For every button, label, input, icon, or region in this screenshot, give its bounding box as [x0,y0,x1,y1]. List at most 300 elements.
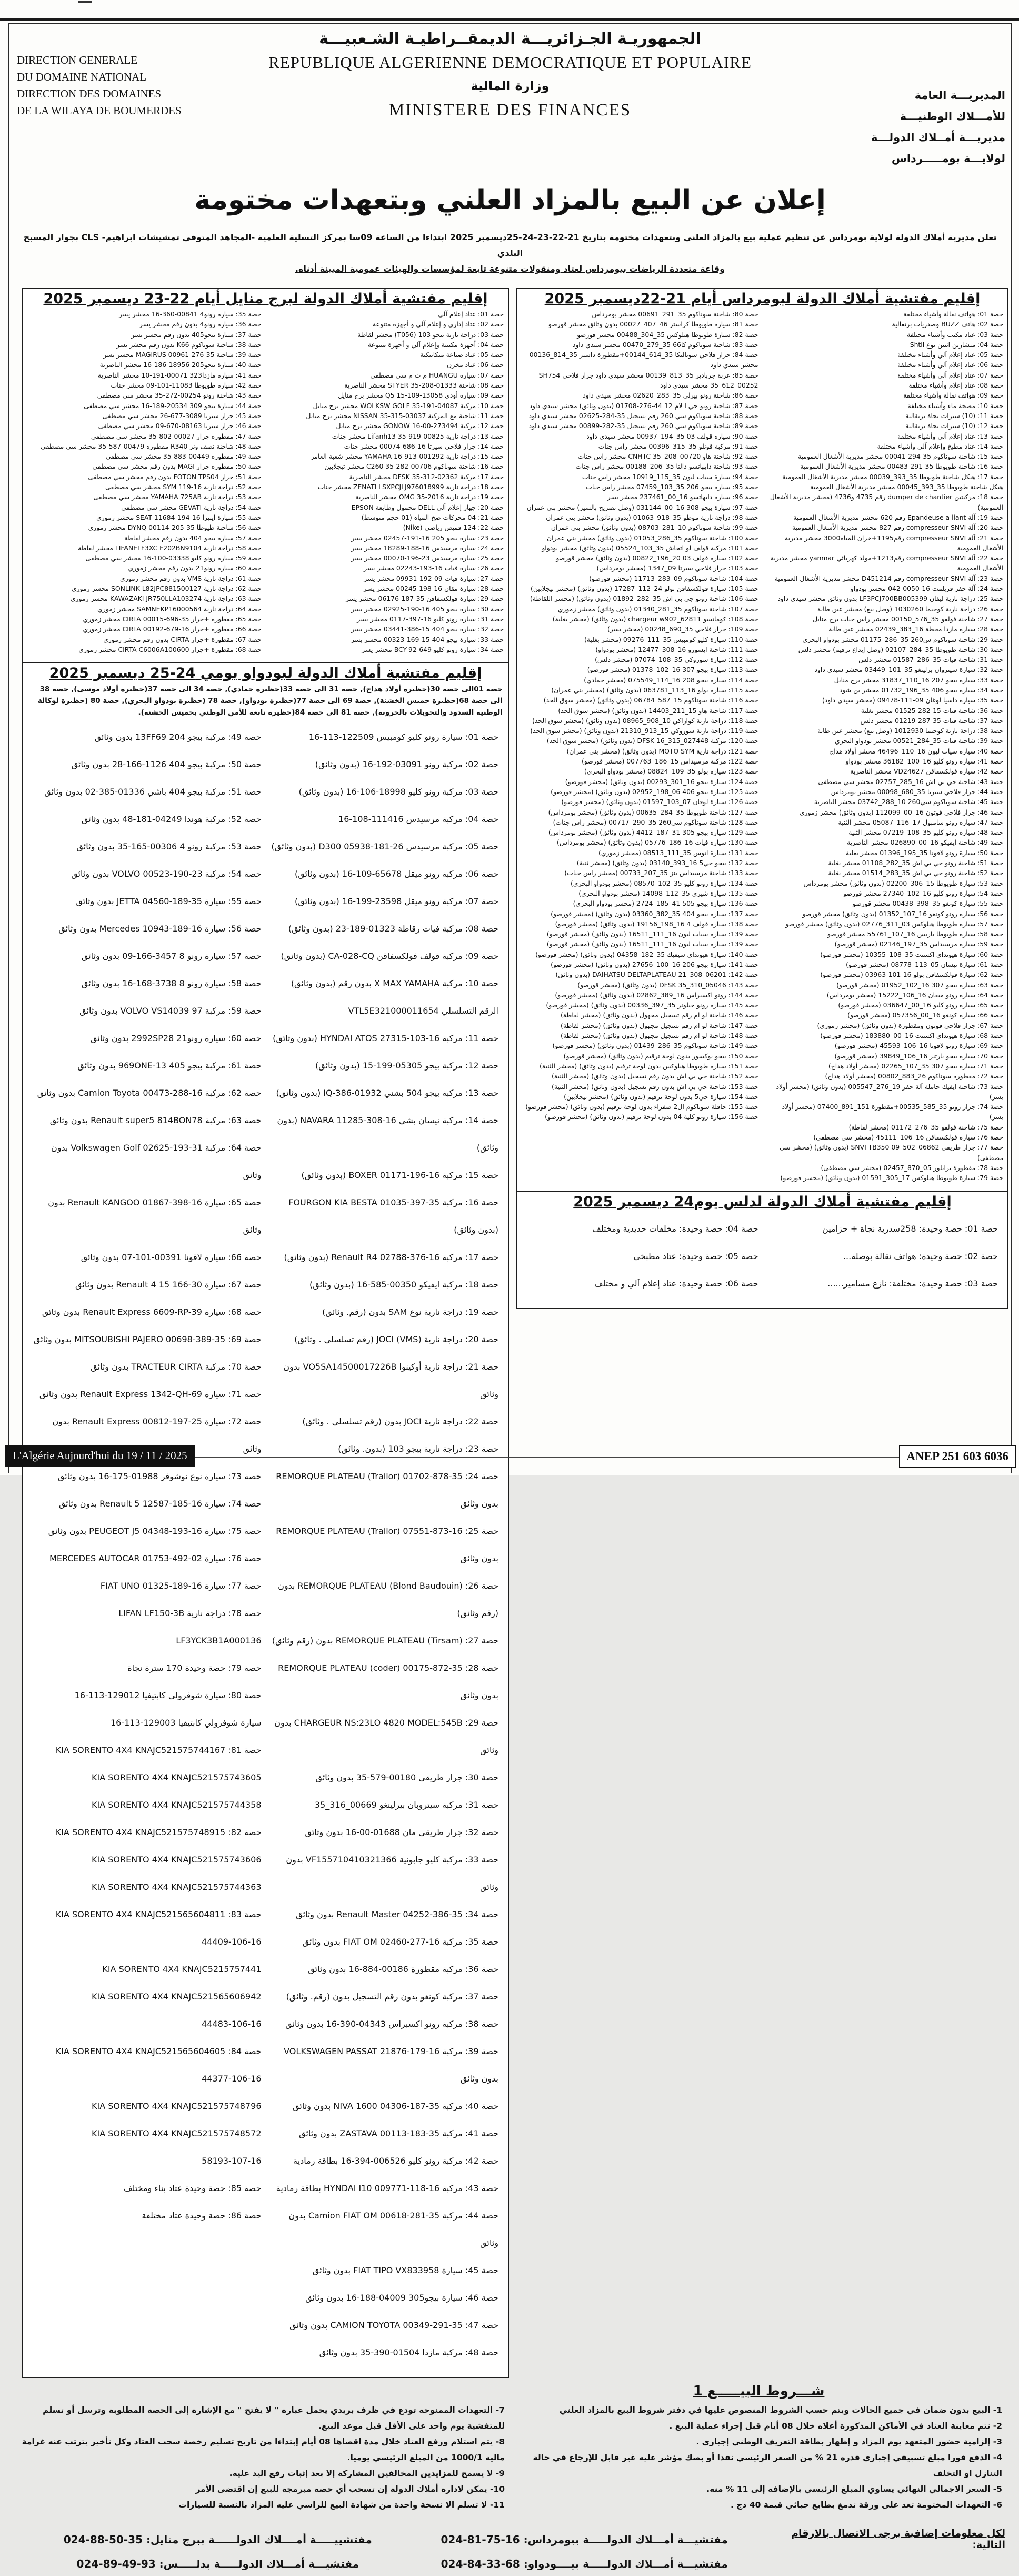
lot-line: حصة 139: سيارة سيات ليون 16_111_16511 (بدون وثائق) (محشر قورصو) [546,930,758,938]
lot-line: حصة 28: سيارة مازدا مخطة 16_383_02439 محشر عين طابة [828,625,1003,633]
lot-line: سيارة شوفرولي كابتيفيا 129003-113-16 [110,1718,262,1728]
lot-line: حصة 53: دراجة نارية YAMAHA 725AB محشر سي مصطفى [93,493,262,501]
lot-line: حصة 96: سيارة دايهاتسو 16_00_237461 محشر يسر [607,493,758,501]
lot-line: حصة 74: سيارة Renault 5 12587-185-16 بدون وثائق [58,1499,262,1509]
lot-line: حصة 29: شاحنة سوناكوم س260 35_286_01175 محشر بودواو البحري [802,635,1003,643]
page-title: إعلان عن البيع بالمزاد العلني وبتعهدات مختومة [194,184,826,216]
lot-line: حصة 38: مركبة رونو اكسبراس 04343-390-16 بدون وثائق [285,2019,498,2029]
lot-line: KIA SORENTO 4X4 KNAJC5215757441 [102,1964,262,1975]
lot-line: حصة 113: سيارة بيجو 307 16_102_01378 (محشر قورصو) [587,666,758,674]
lot-line: حصة 91: مركبة قونلو 35_315_00396 محشر راس جنات [598,442,758,450]
top-rule [0,18,1019,21]
lot-line: حصة 52: شاحنة رونو جي بي اش 35_283_01514 محشر بغلية [828,869,1003,877]
intro-text-2: ابتداءا من الساعة 09سا بمركز التسلية العلمية -المجاهد المتوفي تمشيشات ابراهيم- CLS بجوار المسبح البلدي [23,232,523,258]
lot-line: حصة 56: سيارة رونو كونغو 16_107_01352 (بدون وثائق) محشر قورصو [802,909,1003,918]
lot-line: حصة 63: مركبة Renault super5 814BON78 بدون وثائق [49,1115,262,1126]
lot-line: KIA SORENTO 4X4 KNAJC521575744358 [92,1800,262,1810]
lot-line: حصة 115: سيارة بولو 16_113_063781 (بدون وثائق) (محشر بني عمران) [551,686,758,694]
lot-line: حصة 54: مركبة VOLVO 00523-190-23 بدون وثائق [71,869,262,879]
lot-line: حصة 04: منشارين اثنين نوع Shtil [910,340,1003,349]
lot-line: حصة 86: شاحنة رونو بيرلي 35_283_02620 محشر سيدي داود [583,391,758,400]
lot-line: حصة 155: حافلة سوناكوم ال2 صفراء بدون لوحة ترقيم (بدون وثائق) (محشر قورصو) [525,1103,758,1111]
lot-line: حصة 86: حصة وحيدة عتاد مختلفة [142,2211,262,2221]
lot-line: حصة 02: عتاد إداري و إعلام آلي و أجهزة متنوعة [372,320,504,329]
lot-line: حصة 93: شاحنة دايهاتسو دالتا 35_206_00188 محشر راس جنات [575,462,758,471]
lot-line: حصة 25: سيارة مرسيدس 23-196-00070 محشر يسر [351,554,504,562]
lot-line: حصة 85: حصة وحيدة عتاد بناء ومختلف [123,2183,262,2194]
lot-line: 58193-107-16 [202,2156,262,2166]
newspaper-credit-badge: L'Algérie Aujourd'hui du 19 / 11 / 2025 [5,1445,195,1467]
lot-line: حصة 13: دراجة نارية Lifanh13 35-919-00825 محشر جنات [332,432,504,440]
lot-line: حصة 52: دراجة نارية SYM 119-16 محشر سي مصطفى [105,483,262,491]
conditions-title: شـــروط البيـــــع 1 [693,2383,825,2400]
lot-line: حصة 08: مركبة فيات رقاطة 01323-189-23 (بدون وثائق) [288,924,498,934]
lot-line: حصة 100: شاحنة سوناكوم 35_286_01053 (بدون وثائق) محشر بني عمران [547,533,758,542]
lot-line: حصة 120: مركبة DFSK 16_315_027448 (بدون وثائق) (محشر سوق الحد) [546,737,758,745]
lots-column-boumerdes-b [517,308,763,1186]
lot-line: حصة 08: شاحنة STYER 35-208-01333 محشر الناصرية [344,381,504,390]
lot-line: حصة 06: عتاد مخزن [447,361,504,369]
contact-line [35,2528,401,2552]
direction-block-fr [17,52,182,119]
lot-line: حصة 70: مركبة TRACTEUR CIRTA بدون وثائق [91,1362,262,1372]
lot-line: حصة 34: سيارة بيجو 406 35_196_01732 محشر بن شود [839,686,1003,694]
lot-line: حصة 118: دراجة نارية كوازاكي 10_908_08965 (بدون وثائق) (محشر سوق الحد) [532,716,758,725]
lot-line: حصة 07: سيارة HUANGU م ث م سي مصطفى [370,371,504,379]
lots-column-boumerdes-a [763,308,1008,1186]
lot-line: حصة 110: سيارة كليو كومبيس 35_111_09276 (محشر بغلية) [584,635,758,643]
intro-paragraph [9,230,1011,277]
lot-line: حصة 46: سيارة بيجو305 04009-188-16 بدون وثائق [305,2293,498,2303]
lot-line: حصة 01: حصة وحيدة: 258سدرية نجاة + حزامين [822,1223,998,1234]
republic-title-ar: الجمهوريـة الجـزائريـــة الديمقــراطيـة الشـعبيـــة [319,29,701,48]
lot-line: حصة 33: مركبة كليو جابونية VF155710410321366 بدون وثائق [286,1855,498,1893]
lot-line: حصة 18: مركبتين dumper de chantier رقم 4735 و4736 (محشر مديرية الأشغال العمومية) [770,493,1003,511]
lot-line: حصة 03: دراجة نارية بيجو 103 (T056) محشر لقاطة [357,330,504,339]
lot-line: حصة 49: مقطورة 00449-883-35 محشر سي مصطفى [105,452,262,461]
lot-line: حصة 38: دراجة نارية كوجيما 1012930 (وصل بيع) محشر عين طابة [817,727,1003,735]
lot-line: حصة 58: سيارة طويوطا باريس 16_107_55761 محشر قورصو [827,930,1003,938]
lot-line: حصة 132: بيجو جي5 16_393_03140 (بدون وثائق) (محشر ثنية) [576,859,758,867]
lot-line: حصة 17: هيكل شاحنة طويوطا 35_393_00039 محشر مديرية الأشغال العمومية هيكل شاحنة طويوطا 35_393_00045 محشر مديرية الأشغال العمومية [782,472,1003,491]
lot-line: حصة 156: سيارة رونو كلية 04 بدون لوحة ترقيم (بدون وثائق) (محشر قورصو) [545,1113,758,1121]
lot-line: 44483-106-16 [202,2019,262,2029]
lot-line: حصة 68: سيارة هيونداي اكسنت 16_00_183880 (محشر قورصو) [820,1032,1003,1040]
lot-line: حصة 56: شاحنة طيوطا DYNQ 00114-205-35 محشر زموري [88,523,262,532]
lot-line: حصة 36: مركبة مقطورة 00186-884-16 بدون وثائق [308,1964,498,1975]
lot-line: حصة 50: مقطورة جرار MAGI بدون رقم محشر سي مصطفى [92,462,262,471]
lot-line: حصة 56: سيارة Mercedes 10943-189-16 بدون وثائق [58,924,262,934]
lot-line: حصة 52: مركبة هوندا 04249-181-48 بدون وثائق [81,814,262,825]
contact-phone-number: 024-81-75-16 [441,2533,520,2547]
lot-line: حصة 49: مركبة بيجو 204 13FF69 بدون وثائق [94,732,262,742]
lot-line: حصة 25: REMORQUE PLATEAU (Trailor) 07551-873-16 بدون وثائق [276,1526,498,1564]
lot-line: حصة 48: مركبة مازدا 01504-390-35 بدون وثائق [319,2347,498,2358]
lot-line: حصة 43: مركبة HYNDAI I10 009771-118-16 بطاقة رمادية [276,2183,498,2194]
lot-line: حصة 94: سيارة سيات ليون 35_115_10919 محشر راس جنات [582,472,758,481]
lot-line: حصة 69: سيارة رونو لاقونا 16_106_45593 (محشر قورصو) [834,1042,1003,1050]
lot-line: حصة 29: سيارة فولكسفاقن 35-187-06176 محشر يسر [345,595,504,603]
lot-line: حصة 10: مضخة ماء وأشياء مختلفة [907,401,1003,410]
lot-line: حصة 71: سيارة Renault Express 1342-QH-69 بدون وثائق [39,1389,262,1400]
lot-line: حصة 13: مركبة بيجو 504 بشني 01932-386-IQ (بدون وثائق) [276,1088,498,1098]
section-title-bordj: إقليم مفتشية أملاك الدولة لبرج منايل أيام 22-23 ديسمبر 2025 [43,291,488,307]
lot-line: حصة 82: سيارة طويوطا هيلوكس 35_304_00488 محشر قورصو [577,330,758,339]
lots-column-dellys-a [763,1214,1003,1301]
conditions-left-column [13,2402,510,2513]
lot-line: حصة 28: سيارة مقان 16-198-00245 محشر يسر [363,584,504,593]
lot-line: حصة 02: حصة وحيدة: هواتف نقالة بوصلة... [843,1251,998,1261]
section-title-boudouaou: إقليم مفتشية أملاك الدولة لبودواو يومي 24-25 ديسمبر 2025 [49,665,482,682]
lot-line: حصة 54: سيارة رونو كليو 16_102_27340 محشر قورصو [843,889,1003,897]
lot-line: حصة 65: مقطورة +جرار CIRTA 00015-696-35 محشر زموري [83,615,262,623]
lot-line: حصة 79: حصة وحيدة 170 سترة نجاة [127,1663,262,1673]
lot-line: حصة 41: مركبة ZASTAVA 00113-183-35 بدون وثائق [299,2128,498,2139]
lot-line: حصة 103: جرار فلاحي سيرتا 09_1347 (محشر بومرداس) [596,564,758,572]
lot-line: حصة 119: دراجة نارية سوزوكي 15_913_21310 (بدون وثائق) (محشر سوق الحد) [530,727,758,735]
lot-line: حصة 101: مركبة قولف لو اتحاش 35_103_05524 (بدون وثائق) محشر بودواو [542,543,758,552]
condition-item: 8- يتم استلام ورفع العتاد خلال مدة اقصاها 08 أيام إبتداءا من تاريخ تسليم رخصة سحب العتاد وكل تأخير يترتب عنه غرامة مالية 1000/1 من المبلغ الرئيسي يوميا. [22,2437,505,2463]
lot-line: حصة 48: شاحنة نصف ونر R340 مقطورة 00479-587-35 محشر سي مصطفى [41,442,262,450]
lot-line: حصة 14: عتاد مطبخ وإعلام آلي وأشياء مختلفة [877,442,1003,450]
lot-line: حصة 126: سيارة لوقان 07_103_01597 (بدون وثائق) (محشر قورصو) [561,798,758,806]
lot-line: حصة 99: شاحنة سوناكوم 10_281_08703 (بدون وثائق) محشر بني عمران [551,523,758,532]
lot-line: حصة 152: شاحنة جي بي اش بدون رقم تسجيل (بدون وثائق) (محشر الثنية) [552,1072,758,1081]
lots-column-bordj-b [23,308,266,658]
lot-line: حصة 32: سيارة بيجو 404 15-386-03441 محشر يسر [351,625,504,633]
direction-line-fr: DU DOMAINE NATIONAL [17,71,147,83]
lot-line: 44377-106-16 [202,2074,262,2084]
lot-line: حصة 48: سيارة رونو كليو 35_108_07219 محشر الثنية [848,828,1003,837]
document-header [9,24,1011,235]
lot-line: حصة 139: سيارة سيات ليون 16_111_16511 (بدون وثائق) (محشر قورصو) [546,940,758,948]
lot-line: حصة 78: دراجة نارية LIFAN LF150-3B LF3YCK3B1A000136 [118,1608,262,1646]
lot-line: حصة 97: سيارة بيجو 308 16_00_031144 (وصل تصريح بالسير) محشر بني عمران [526,503,758,511]
lot-line: حصة 41: سيارة مازدا323 00071-191-10 محشر الناصرية [97,371,262,379]
section-bordj-boudouaou [22,288,509,2378]
lot-line: حصة 32: جرار طريقي مان 01688-00-16 بدون وثائق [305,1827,498,1838]
intro-text: تعلن مديرية أملاك الدولة لولاية بومرداس عن تنظيم عملية بيع بالمزاد العلني وبتعهدات مختومة بتاريخ [579,232,997,242]
lot-line: حصة 60: سيارة رونو21 2992SP28 بدون وثائق [91,1033,262,1044]
lot-line: KIA SORENTO 4X4 KNAJC521575744363 [92,1882,262,1893]
lot-line: حصة 127: شاحنة طويوطا 35_284_00635 (بدون وثائق) (محشر بومرداس) [548,808,758,816]
boudouaou-parks-note: حصة 01الى حصة 30(حظيرة أولاد هداج), حصة 31 الى حصة 33(حظيرة حمادي), حصة 34 الى حصة 37(حظيرة أولاد موسى), حصة 38 الى حصة 68(حظيرة خميس الخشنة), حصة 69 الى حصة 77(حظيرة بودواو), حصة 78 (حظيرة بودواو البحري), حصة 80 (حظيرة لوكالة الوطنية السدود والتحويلات بالخروبة), حصة 81 الى حصة 84(حظيرة تابعة للأمن الوطني بخميس الخشنة). [37,685,503,717]
lot-line: حصة 109: جرار فلاحي 35_690_00248 (محشر يسر) [607,625,758,633]
lot-line: حصة 39: شاحنة فيات 35_284_00521 محشر بودواو البحري [835,737,1003,745]
lot-line: حصة 51: شاحنة رونو جي بي اش 35_282_01108 محشر بغلية [828,859,1003,867]
lot-line: حصة 30: جرار طريقي 00180-579-35 بدون وثائق [315,1772,498,1783]
lot-line: حصة 73: شاحنة ايفيك حاملة آلة حفر 19_276_005547 (بدون وثائق) (محشر أولاد يسر) [776,1082,1003,1101]
lot-line: حصة 90: سيارة قولف 03 35_194_00937 محشر سيدي داود [586,432,758,440]
lot-line: حصة 148: شاحنة لو ام رقم تسجيل مجهول (بدون وثائق) (محشر لقاطة) [561,1032,758,1040]
lot-line: حصة 42: مركبة رونو كليو 006526-394-16 بطاقة رمادية [293,2156,498,2166]
lot-line: حصة 04: أجهزة مكتبية وإعلام آلي و أجهزة متنوعة [367,340,504,349]
lot-line: حصة 39: مركبة VOLKSWAGEN PASSAT 21876-179-16 بدون وثائق [284,2046,498,2084]
lot-line: حصة 68: سيارة Renault Express 6609-RP-39 بدون وثائق [42,1307,262,1317]
lot-line: حصة 147: شاحنة لو ام رقم تسجيل مجهول (بدون وثائق) (محشر لقاطة) [561,1021,758,1029]
lot-line: حصة 44: مركبة Camion FIAT OM 00618-281-35 بدون وثائق [288,2211,498,2248]
lots-column-boudouaou-b [28,722,266,2370]
lot-line: حصة 77: سيارة FIAT UNO 01325-189-16 [100,1581,262,1591]
lot-line: حصة 131: سيارة اتوس 35_111_08513 (محشر زموري) [598,848,758,857]
lot-line: حصة 17: مركبة Renault R4 02788-376-16 (بدون وثائق) [284,1252,498,1263]
lot-line: حصة 24: REMORQUE PLATEAU (Trailor) 01702-878-35 بدون وثائق [276,1471,498,1509]
lot-line: حصة 35: مركبة FIAT OM 02460-277-16 بدون وثائق [302,1937,498,1947]
contact-info [9,2528,1011,2576]
lot-line: حصة 58: دراجة نارية LIFANELF3XC F202BN9104 محشر لقاطة [78,543,262,552]
lot-line: حصة 05: حصة وحيدة: عتاد مطبخي [633,1251,758,1261]
lot-line: حصة 41: سيارة رونو كليو 16_100_36182 محشر بودواو [845,757,1003,766]
contacts-grid [35,2528,768,2576]
lot-line: حصة 71: سيارة بيجو 307 35_107_02265 (محشر أولاد هداج) [828,1062,1003,1070]
lot-line: حصة 01: هواتف نقالة وأشياء مختلفة [903,310,1003,318]
lot-line: حصة 142: DAIHATSU DELTAPLATEAU 21_308_06201 (بدون وثائق) [555,970,758,979]
lot-line: حصة 151: سيارة طويوطا هيلوكس بدون لوحة ترقيم (بدون وثائق) (محشر الثنية) [540,1062,758,1070]
lot-line: حصة 66: سيارة كونغو 16_00_057356 (محشر قورصو) [847,1011,1003,1019]
lot-line: حصة 10: مركبة WOLKSW GOLF 35-191-04087 محشر برج منايل [313,401,504,410]
lot-line: حصة 80: سيارة شوفرولي كابتيفيا 129012-113-16 [74,1690,262,1701]
contacts-heading: لكل معلومات إضافية يرجى الاتصال بالارقام التالية: [791,2528,1005,2551]
lot-line: حصة 15: شاحنة سوناكوم 35-294-00041 محشر مديرية الأشغال العمومية [797,452,1003,461]
lot-line: حصة 46: جرار سيرتا 08163-670-09 محشر سي مصطفى [98,422,262,430]
ministry-title-ar: وزارة المالية [471,78,550,93]
lot-line: حصة 47: سيارة رونو سامبول 17_116_05087 محشر الثنية [838,818,1003,826]
lot-line: حصة 64: سيارة رونو ميقان 16_106_15222 (محشر بومرداس) [826,990,1003,999]
lot-line: حصة 29: CHARGEUR NS:23LO 4820 MODEL:545B بدون وثائق [274,1718,498,1756]
lot-line: حصة 54: دراجة نارية GEVATI محشر سي مصطفى [121,503,262,511]
condition-item: 5- السعر الاجمالي النهائي يساوي المبلغ الرئيسي بالإضافة إلى 11 % منه. [706,2484,1002,2494]
section-title-boumerdes: إقليم مفتشية أملاك الدولة لبومرداس أيام 21-22ديسمبر 2025 [544,291,981,307]
lot-line: حصة 55: سيارة كونغو 35_398_00438 محشر قورصو [852,899,1003,908]
lot-line: حصة 106: شاحنة رونو جي بي اش 35_282_01892 (بدون وثائق) (محشر اللقاطة) [530,595,758,603]
direction-line-ar: مديريـــة أمــلاك الدولـــة [871,131,1005,144]
lot-line: حصة 42: سيارة فولكسفاقن VD24627 محشر الناصرية [850,767,1003,776]
lot-line: حصة 39: شاحنة MAGIRUS 00961-276-35 محشر يسر [103,351,262,359]
direction-line-fr: DE LA WILAYA DE BOUMERDES [17,104,182,117]
contact-line [35,2552,401,2576]
lot-line: حصة 44: سيارة بيجو 309 20534-189-16 محشر سي مصطفى [84,401,262,410]
lot-line: حصة 60: سيارة رونو21 بدون رقم محشر زموري [128,564,262,572]
lot-line: حصة 95: سيارة بيجو 206 35_103_07459 محشر راس جنات [586,483,758,491]
lot-line: حصة 13: عتاد إعلام آلي وأشياء مختلفة [897,432,1003,440]
lot-line: حصة 77: جرار طريقي SNVI TB350 09_502_06862 (بدون وثائق) (محشر سي مصطفى) [779,1143,1003,1162]
lot-line: KIA SORENTO 4X4 KNAJC521565606942 [92,1992,262,2002]
lot-line: حصة 63: سيارة بيجو 307 16_102_01952 (محشر قورصو) [836,980,1003,989]
lot-line: حصة 03: حصة وحيدة: مختلفة: نازع مسامير...... [827,1278,998,1289]
lot-line: حصة 153: شاحنة جي بي اش بدون رقم تسجيل (بدون وثائق) (محشر الثنية) [552,1082,758,1091]
lot-line: حصة 59: سيارة رونو كليو 03338-100-16 محشر سي مصطفى [85,554,262,562]
lot-line: حصة 123: سيارة بولو 35_109_08824 (محشر بودواو البحري) [584,767,758,776]
lot-line: حصة 51: جرار FOTON TPS04 بدون رقم محشر سي مصطفى [88,472,262,481]
lot-line: حصة 22: دراجة نارية JOCI بدون (رقم تسلسلي . وثائق) [302,1416,498,1427]
lot-line: حصة 76: سيارة MERCEDES AUTOCAR 01753-492-02 [49,1553,262,1564]
lot-line: حصة 31: سيارة رونو كليو 16-397-0117 محشر يسر [357,615,504,623]
lot-line: حصة 07: عتاد إعلام آلي وأشياء مختلفة [897,371,1003,379]
footer-rule [179,1457,914,1458]
lot-line: KIA SORENTO 4X4 KNAJC521575743606 [92,1855,262,1865]
lots-column-boudouaou-a [266,722,503,2370]
lot-line: حصة 05: عتاد صناعة ميكانيكية [420,351,504,359]
lot-line: حصة 75: سيارة PEUGEOT J5 04348-193-16 بدون وثائق [48,1526,262,1537]
lot-line: حصة 105: سيارة فولكسفاقن بولو 24_112_17287 (بدون وثائق) (محشر تيجلابين) [531,584,758,593]
lot-line: حصة 11: مركبة HYNDAI ATOS 27315-103-16 (بدون وثائق) [273,1033,498,1044]
contact-office-label: مفتشيـــة أمـــلاك الدولـــــة بدلـــــس: [159,2558,359,2571]
direction-line-ar: للأمـــلاك الوطنيـــة [900,110,1005,123]
lot-line: حصة 57: سيارة طويوطا هيلوكس 03_311_02776 (بدون وثائق) محشر قورصو [785,919,1003,928]
anep-reference-badge: ANEP 251 603 6036 [899,1445,1016,1468]
lot-line: حصة 20: دراجة نارية JOCI (VMS) (رقم تسلسلي . وثائق) [294,1334,498,1345]
lot-line: حصة 130: سيارة فيات 16_186_05776 (بدون وثائق) (محشر بومرداس) [557,838,758,847]
condition-item: 7- التعهدات الممنوحة تودع في ظرف بريدي يحمل عبارة " لا يفتح " مع الإشارة إلى الحصة المطلوبة وترسل أو تسلم للمتفشية يوم واحد على الأقل قبل موعد البيع. [43,2405,505,2431]
lot-line: حصة 82: KIA SORENTO 4X4 KNAJC521575748915 [55,1827,262,1838]
condition-item: 9- لا يسمح للمزايدين المخالفين المشاركة إلا بعد إثبات رفع اليد عليه. [229,2469,505,2479]
direction-line-fr: DIRECTION GENERALE [17,54,138,66]
lot-line: حصة 27: REMORQUE PLATEAU (Tirsam) بدون (رقم وثائق) [272,1636,498,1646]
lot-line: حصة 61: مركبة بيجو 405 969ONE-13 بدون وثائق [77,1061,262,1071]
lot-line: حصة 45: شاحنة سوناكوم سي260 10_288_03742 محشر الناصرية [814,798,1003,806]
lot-line: حصة 55: سيارة JETTA 04560-189-35 بدون وثائق [76,896,262,907]
lot-line: حصة 18: دراجة نارية ZENATI LSXPCJLJ976018999 محشر جنات [317,483,504,491]
sale-conditions [9,2383,1011,2513]
lot-line: حصة 06: حصة وحيدة: عتاد إعلام آلي و مختلف [594,1278,758,1289]
lot-line: حصة 23: دراجة نارية بيجو 103 (بدون. وثائق) [338,1444,498,1454]
lot-line: حصة 09: سيارة أودي Q5 15-109-13058 محشر برج منايل [338,391,504,400]
lot-line: حصة 59: مركبة VOLVO VS14039 97 بدون وثائق [79,1006,262,1016]
lot-line: حصة 35: سيارة داسيا لوغان 09-111-09478 (محشر سيدي داود) [822,696,1003,705]
lot-line: حصة 144: رونو اكسبراس 16_389_02862 (بدون وثائق) (محشر قورصو) [555,990,758,999]
lot-line: حصة 33: سيارة بيجو 404 15-169-00323 محشر يسر [351,635,504,643]
lot-line: حصة 67: سيارة Renault 4 15 166-30 بدون وثائق [75,1280,262,1290]
intro-line2: وقاعة متعددة الرياضات ببومرداس لعتاد ومنقولات متنوعة تابعة لمؤسسات والهيئات عمومية المبينة أدناه. [295,264,725,274]
lot-line: حصة 67: جرار فلاحي فوتون ومقطورة (بدون وثائق) (محشر زموري) [817,1021,1003,1029]
lot-line: حصة 107: شاحنة سوناكوم 35_281_01340 (بدون وثائق) محشر زموري [557,605,758,613]
lot-line: حصة 66: مقطورة +جرار CIRTA 00192-679-16 محشر زموري [83,625,262,633]
lot-line: حصة 27: سيارة فيات 09-192-09931 محشر يسر [364,574,504,582]
lot-line: حصة 22: آلة compresseur SNVI رقم1213+مولد كهربائي yanmar محشر مديرية الأشغال العمومية [770,554,1003,572]
lot-line: حصة 16: شاحنة طويوطا 35-291-00483 محشر مديرية الأشغال العمومية [800,462,1003,471]
lot-line: حصة 114: سيارة بيجو 208 16_114_075549 (محشر حمادي) [584,676,758,684]
lot-line: حصة 134: سيارة رونو كليو 35_102_08570 (محشر بودواو البحري) [571,879,758,887]
lot-line: حصة 30: سيارة بيجو 405 16-190-02925 محشر يسر [351,605,504,613]
lot-line: حصة 128: شاحنة سوناكوم سي260 35_290_00717 (محشر راس جنات) [553,818,758,826]
condition-item: 11- لا تسلم الا نسخة واحدة من شهادة البيع للراسي عليه المزاد بالنسبة للسيارات [178,2500,505,2510]
lot-line: حصة 65: سيارة Renault KANGOO 01867-398-16 بدون وثائق [48,1197,262,1235]
lot-line: حصة 19: دراجة نارية نوع SAM بدون (رقم. وثائق) [322,1307,498,1317]
lot-line: حصة 06: مركبة رونو ميقل 65678-109-16 (بدون وثائق) [295,869,498,879]
lot-line: حصة 26: دراجة نارية كوجيما 1030260 (وصل بيع) محشر عين طابة [817,605,1003,613]
lot-line: حصة 14: جرار فلاحي سيرتا 16-686-00074 محشر جنات [344,442,504,450]
lot-line: حصة 11: شاحنة مع المركبة NISSAN 35-315-03037 محشر برج منايل [306,411,504,420]
lot-line: حصة 59: سيارة مرسيداس 35_197_02146 (محشر قورصو) [834,940,1003,948]
lot-line: حصة 116: شاحنة سوناكوم 15_587_06784 (بدون وثائق) (محشر سوق الحد) [543,696,758,705]
lot-line: حصة 60: سيارة هيونداي اكسنت 35_108_10355 (محشر قورصو) [820,950,1003,958]
contact-phone-number: 024-84-33-68 [441,2558,520,2571]
lot-line: حصة 72: مقطورة سوناكوم 26_883_00802 (محشر أولاد هداج) [825,1072,1003,1081]
direction-block-ar [871,85,1005,169]
lot-line: حصة 37: مركبة كونغو بدون رقم التسجيل بدون (رقم. وثائق) [286,1992,498,2002]
lot-line: حصة 08: عتاد إعلام وأشياء مختلفة [908,381,1003,390]
lot-line: KIA SORENTO 4X4 KNAJC521575748796 [92,2101,262,2112]
lot-line: حصة 24: آلة حفر فريلمت 16-0050-042 محشر بودواو [850,584,1003,593]
lot-line: حصة 49: شاحنة ايفيكو 16_00_026890 محشر الناصرية [847,838,1003,847]
direction-line-ar: المديريـــة العامة [914,89,1005,102]
lot-line: حصة 33: سيارة بيجو 207 16_110_31837 محشر برج منايل [834,676,1003,684]
lot-line: حصة 53: سيارة طويوطا 15_306_02200 (بدون وثائق) محشر بومرداس [803,879,1003,887]
lot-line: حصة 64: مركبة Volkswagen Golf 02625-193-31 بدون وثائق [51,1143,262,1181]
section-title-dellys: إقليم مفتشية أملاك الدولة لدلس يوم24 ديسمبر 2025 [573,1193,952,1210]
lot-line: حصة 35: سيارة رونو4 00841-360-16 محشر يسر [119,310,262,318]
lot-line: حصة 23: آلة compresseur SNVI رقم D451214 محشر مديرية الأشغال العمومية [774,574,1003,582]
lot-line: حصة 87: شاحنة رونو جي ا لام 12 44-276-01708 (بدون وثائق) محشر سيدي داود [529,401,758,410]
lot-line: حصة 83: شاحنة سوناكوم كا66 35_279_00470 محشر سيدي داود [572,340,758,349]
lot-line: حصة 19: آلة Epandeuse a liant رقم 620 محشر مديرية الأشغال العمومية [793,513,1003,521]
lot-line: حصة 61: سيارة نيسان 05_113_08778 (محشر قورصو) [846,960,1003,968]
lot-line: حصة 74: جرار رونو 35_585_00535+مقطورة 151_891_07400 (محشر أولاد يسر) [782,1103,1003,1121]
lot-line: حصة 44: جرار فلاحي سيرتا 35_680_00098 محشر بومرداس [831,787,1003,796]
lot-line: حصة 05: عتاد إعلام آلي وأشياء مختلفة [897,351,1003,359]
ministry-title-fr: MINISTERE DES FINANCES [388,101,632,120]
lot-line: حصة 58: سيارة رونو 8 3738-168-16 بدون وثائق [81,978,262,989]
lot-line: حصة 22: 124 قميص رياضي (Nike) [403,523,504,532]
lot-line: حصة 40: مركبة NIVA 1600 04306-187-35 بدون وثائق [293,2101,498,2112]
lot-line: حصة 23: سيارة بيجو 205 16-191-02457 محشر يسر [351,533,504,542]
contact-office-label: مفتشيـــة أمـــلاك الدولـــــة بيــــودواو: [523,2558,728,2571]
lot-line: حصة 05: مركبة مرسيدس D300 05938-181-26 (بدون وثائق) [271,841,498,852]
lot-line: حصة 63: دراجة نارية KAWAZAKI JR750LLA103274 محشر زموري [70,595,262,603]
lot-line: حصة 62: سيارة فولكسفاقن بولو 16-101-03963 (محشر قورصو) [820,970,1003,979]
lot-line: حصة 18: مركبة ايفيكو 00350-585-16 (بدون وثائق) [309,1280,498,1290]
lot-line: حصة 83: KIA SORENTO 4X4 KNAJC521565604811 [55,1909,262,1920]
conditions-right-column [510,2402,1007,2513]
lot-line: حصة 81: سيارة طويوطا كراستر 46_407_00027 بدون وثائق محشر قورصو [548,320,758,329]
lot-line: حصة 24: سيارة مرسيدس 16-188-18289 محشر يسر [351,543,504,552]
lot-line: حصة 40: سيارة سيات ليون 16_110_46496 محشر أولاد هداج [830,747,1003,755]
lot-line: حصة 146: شاحنة لو ام رقم تسجيل مجهول (بدون وثائق) (محشر لقاطة) [561,1011,758,1019]
condition-item: 10- يمكن لادارة أملاك الدولة إن تسحب أي حصة مبرمجة للبيع إن اقتضى الأمر [195,2484,505,2494]
lot-line: حصة 20: آلة compresseur SNVI رقم 827 محشر مديرية الأشغال العمومية [792,523,1003,532]
lot-line: حصة 141: سيارة بيجو 206 16_100_27656 (بدون وثائق) (محشر قورصو) [551,960,758,968]
contact-office-label: مفتشيـــة أمـــلاك الدولـــــة ببومرداس: [523,2533,728,2547]
lot-line: حصة 79: سيارة طويوطا هيلوكس 17_305_01591 (بدون وثائق) (محشر قورصو) [780,1174,1003,1182]
lot-line: حصة 125: سيارة بيجو 406 06_198_02952 (بدون وثائق) (محشر قورصو) [551,787,758,796]
lot-line: حصة 129: سيارة بيجو 305 31_187_4412 (بدون وثائق) (محشر بومرداس) [548,828,758,837]
lot-line: حصة 47: CAMION TOYOTA 00349-291-35 بدون وثائق [289,2320,498,2331]
lot-line: حصة 53: مركبة رونو 4 00306-165-35 بدون وثائق [76,841,262,852]
lot-line: حصة 15: مركبة BOXER 01171-196-16 (بدون وثائق) [301,1170,498,1181]
lot-line: حصة 149: شاحنة سوناكوم 35_286_01439 (بدون وثائق) (محشر قورصو) [552,1042,758,1050]
lot-line: حصة 19: دراجة نارية OMG 35-2016 محشر الناصرية [355,493,504,501]
lot-line: حصة 30: شاحنة طويوطا 35_284_02107 (وصل إيداع ترقيم) محشر دلس [798,645,1003,653]
lot-line: KIA SORENTO 4X4 KNAJC521575743605 [92,1772,262,1783]
lot-line: حصة 57: سيارة رونو 8 3457-166-09 بدون وثائق [81,951,262,962]
section-boumerdes [516,288,1008,1309]
lot-line: حصة 36: شاحنة فيات 15-282-01525 محشر بغلية [861,706,1003,715]
lot-line: حصة 12: مركبة بيجو 05305-199-15 (بدون وثائق) [315,1061,498,1071]
condition-item: 3- إلزامية حضور المتعهد يوم المزاد و إظهار بطاقة التعريف الوطني إجباري . [696,2437,1002,2447]
lots-column-dellys-b [523,1214,763,1301]
lot-line: حصة 40: سيارة بيجو205 18956-186-16 محشر الناصرية [99,361,262,369]
lot-line: حصة 92: شاحنة هاو CNHTC 35_208_00720 محشر راس جنات [577,452,758,461]
lot-line: حصة 84: KIA SORENTO 4X4 KNAJC521565604605 [55,2046,262,2057]
lot-line: حصة 102: سيارة قولف 03 20_196_00822 (بدون وثائق) محشر قورصو [556,554,758,562]
lot-line: حصة 34: Renault Master 04252-386-35 بدون وثائق [296,1909,498,1920]
lot-line: حصة 75: شاحنة فولفو 35_276_01172 (محشر لقاطة) [848,1123,1003,1131]
lot-line: حصة 28: REMORQUE PLATEAU (coder) 00175-872-35 بدون وثائق [278,1663,498,1701]
lot-line: حصة 65: سيارة رونو كليو 16_00_036647 (محشر قورصو) [838,1001,1003,1009]
lot-line: حصة 02: هاتف BUZZ وصدريات برتقالية [892,320,1003,329]
lot-line: حصة 70: سيارة بيجو بارتنر 16_106_39849 (محشر قورصو) [834,1052,1003,1060]
lot-line: حصة 73: سيارة نوع نوشوفر 01988-175-16 بدون وثائق [57,1471,262,1482]
